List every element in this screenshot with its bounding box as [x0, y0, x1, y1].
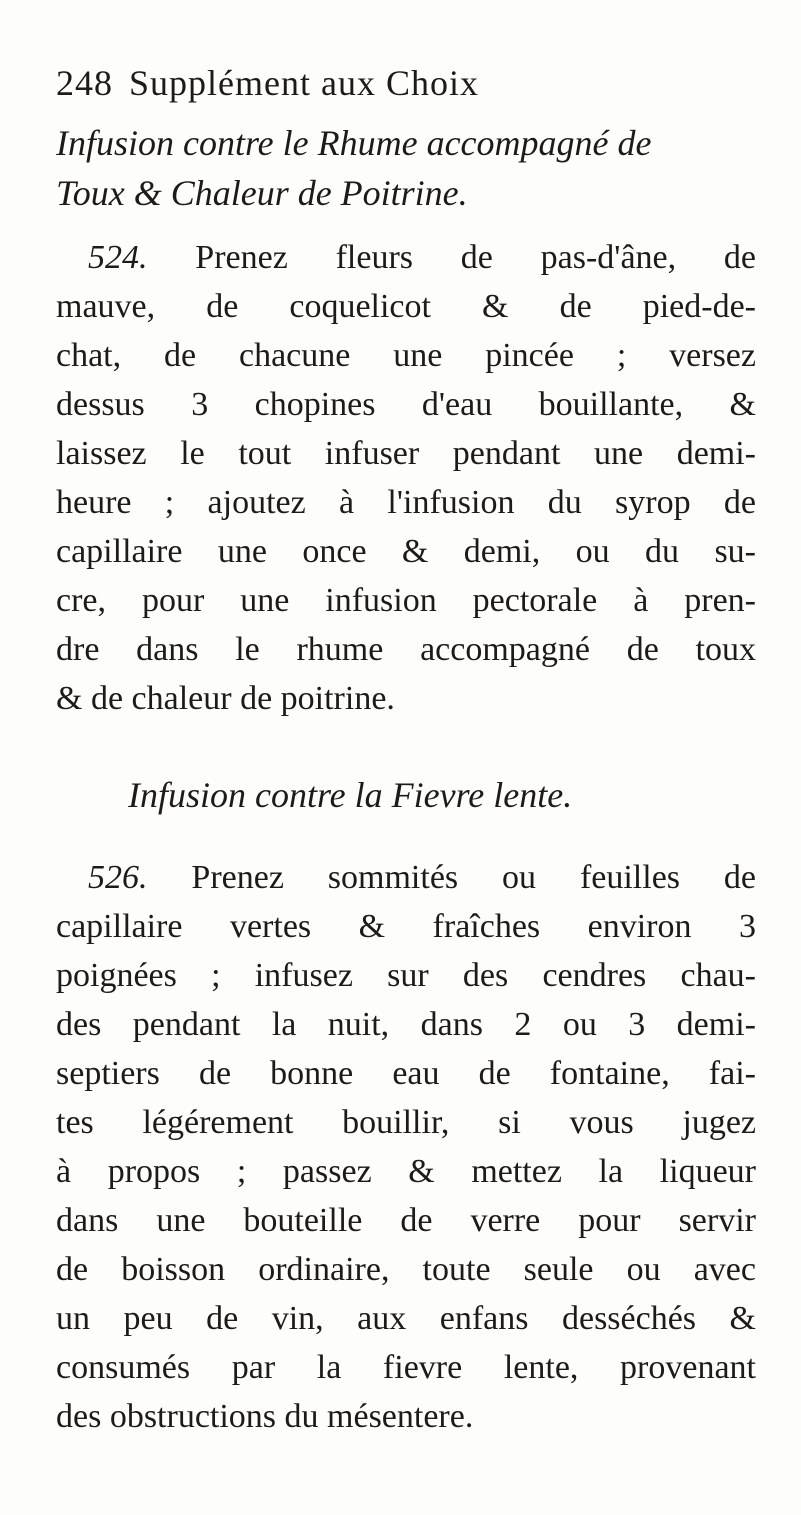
running-title: Supplément aux Choix [129, 63, 479, 103]
paragraph-line: heure ; ajoutez à l'infusion du syrop de [56, 484, 756, 521]
paragraph-line: des pendant la nuit, dans 2 ou 3 demi- [56, 1006, 756, 1043]
page-number: 248 [56, 63, 113, 103]
section-title-rhume [56, 118, 756, 218]
paragraph-line: dessus 3 chopines d'eau bouillante, & [56, 386, 756, 423]
paragraph-line: mauve, de coquelicot & de pied-de- [56, 288, 756, 325]
paragraph-line: capillaire une once & demi, ou du su- [56, 533, 756, 570]
running-head [56, 62, 756, 106]
paragraph-line: dans une bouteille de verre pour servir [56, 1202, 756, 1239]
paragraph-line: 524. Prenez fleurs de pas-d'âne, de [88, 239, 756, 276]
paragraph-line: dre dans le rhume accompagné de toux [56, 631, 756, 668]
paragraph-line: consumés par la fievre lente, provenant [56, 1349, 756, 1386]
entry-number: 524. [88, 239, 148, 276]
section-title-line: Toux & Chaleur de Poitrine. [56, 173, 468, 213]
paragraph-line: chat, de chacune une pincée ; versez [56, 337, 756, 374]
paragraph-line: à propos ; passez & mettez la liqueur [56, 1153, 756, 1190]
paragraph-line: septiers de bonne eau de fontaine, fai- [56, 1055, 756, 1092]
entry-number: 526. [88, 859, 148, 896]
paragraph-line: capillaire vertes & fraîches environ 3 [56, 908, 756, 945]
paragraph-line: cre, pour une infusion pectorale à pren- [56, 582, 756, 619]
paragraph-line: des obstructions du mésentere. [56, 1398, 474, 1435]
paragraph-line: de boisson ordinaire, toute seule ou avec [56, 1251, 756, 1288]
paragraph-line: laissez le tout infuser pendant une demi- [56, 435, 756, 472]
section-title-fievre [56, 770, 801, 820]
paragraph-line: & de chaleur de poitrine. [56, 680, 395, 717]
paragraph-526 [56, 853, 756, 1441]
section-title-line: Infusion contre le Rhume accompagné de [56, 123, 652, 163]
paragraph-line: tes légérement bouillir, si vous jugez [56, 1104, 756, 1141]
section-title-line: Infusion contre la Fievre lente. [128, 775, 573, 815]
paragraph-524 [56, 233, 756, 723]
paragraph-line: 526. Prenez sommités ou feuilles de [88, 859, 757, 896]
paragraph-line: poignées ; infusez sur des cendres chau- [56, 957, 756, 994]
paragraph-line: un peu de vin, aux enfans desséchés & [56, 1300, 756, 1337]
